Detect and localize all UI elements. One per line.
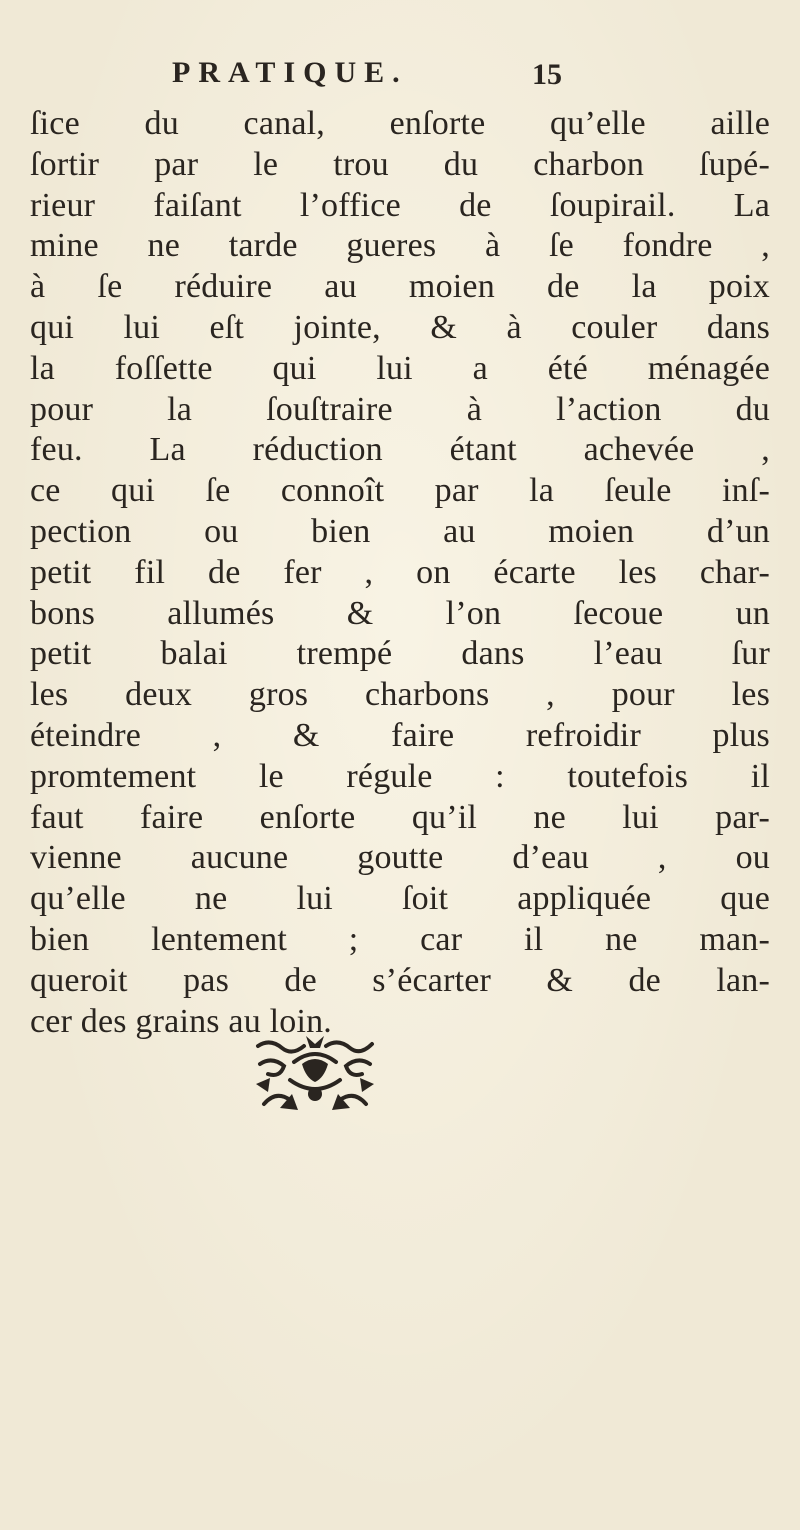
text-line: ſice du canal, enſorte qu’elle aille — [30, 105, 770, 142]
text-line: les deux gros charbons , pour les — [30, 676, 770, 714]
page-header — [0, 56, 800, 96]
text-line: qu’elle ne lui ſoit appliquée que — [30, 880, 770, 918]
text-line: éteindre , & faire refroidir plus — [30, 716, 770, 754]
text-line: mine ne tarde gueres à ſe fondre , — [30, 227, 770, 265]
text-line: queroit pas de s’écarter & de lan- — [30, 961, 770, 999]
running-head: PRATIQUE. — [172, 56, 408, 89]
text-line: pection ou bien au moien d’un — [30, 512, 770, 550]
page-number: 15 — [532, 58, 562, 91]
floral-ornament-icon — [250, 1034, 380, 1114]
text-line: rieur faiſant l’office de ſoupirail. La — [30, 186, 770, 224]
text-line: faut faire enſorte qu’il ne lui par- — [30, 798, 770, 836]
text-line: feu. La réduction étant achevée , — [30, 431, 770, 469]
text-line: la foſſette qui lui a été ménagée — [30, 349, 770, 387]
text-line: petit balai trempé dans l’eau ſur — [30, 635, 770, 673]
text-line: petit fil de fer , on écarte les char- — [30, 553, 770, 591]
text-line: ſortir par le trou du charbon ſupé- — [30, 145, 770, 183]
text-line: promtement le régule : toutefois il — [30, 757, 770, 795]
text-line: qui lui eſt jointe, & à couler dans — [30, 308, 770, 346]
text-line: à ſe réduire au moien de la poix — [30, 268, 770, 306]
text-line: bons allumés & l’on ſecoue un — [30, 594, 770, 632]
text-line: ce qui ſe connoît par la ſeule inſ- — [30, 472, 770, 510]
text-line: pour la ſouſtraire à l’action du — [30, 390, 770, 428]
text-line: vienne aucune goutte d’eau , ou — [30, 839, 770, 877]
text-line: bien lentement ; car il ne man- — [30, 920, 770, 958]
body-text — [30, 104, 770, 1042]
text-line-last: cer des grains au loin. — [30, 1002, 333, 1040]
